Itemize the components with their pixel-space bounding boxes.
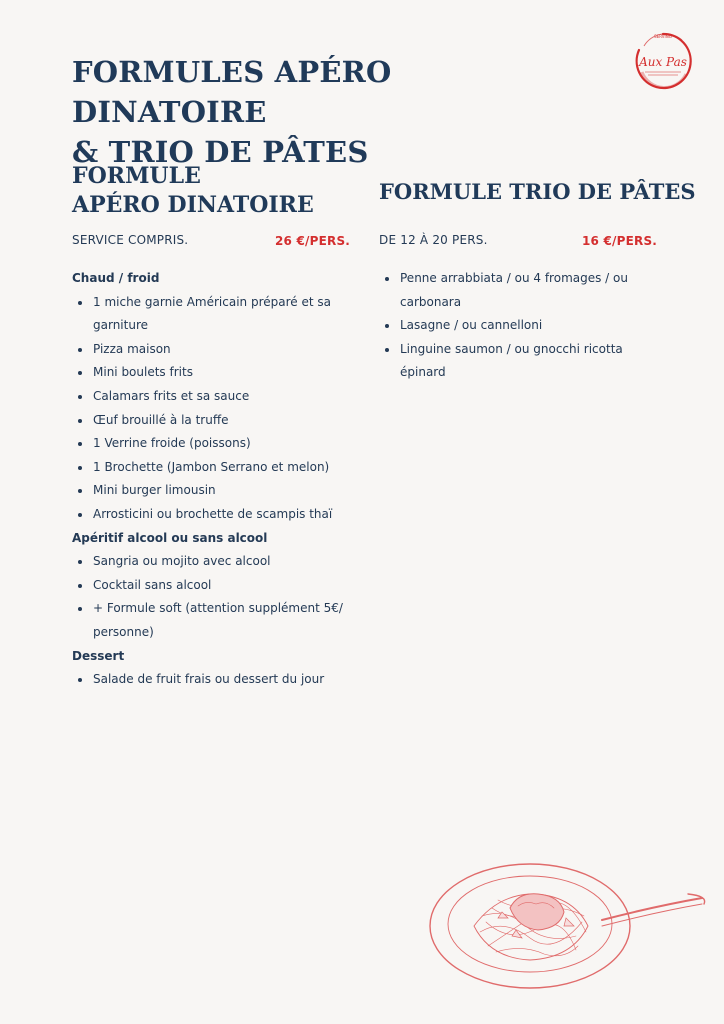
pasta-price: 16 €/PERS. <box>582 234 658 248</box>
section-heading-hot-cold: Chaud / froid <box>72 271 160 285</box>
list-item: • Lasagne / ou cannelloni <box>399 314 639 338</box>
list-item: • 1 miche garnie Américain préparé et sa garniture <box>92 291 344 338</box>
pasta-menu-list <box>379 267 639 385</box>
section-heading-dessert: Dessert <box>72 648 125 663</box>
pasta-subtitle: DE 12 À 20 PERS. <box>379 233 488 247</box>
list-item: • Calamars frits et sa sauce <box>92 385 344 409</box>
pasta-list <box>379 267 639 385</box>
list-item: • 1 Brochette (Jambon Serrano et melon) <box>92 456 344 480</box>
list-item: • Mini boulets frits <box>92 361 344 385</box>
aperitif-list <box>72 550 344 644</box>
apero-menu-list <box>72 267 344 692</box>
catering-logo-icon <box>630 28 696 94</box>
list-item: • Arrosticini ou brochette de scampis thaï <box>92 503 344 527</box>
apero-title-line-1: FORMULE <box>72 163 201 189</box>
page-title <box>72 52 592 172</box>
pasta-formula-title: FORMULE TRIO DE PÂTES <box>379 179 696 204</box>
list-item: • Salade de fruit frais ou dessert du jour <box>92 668 344 692</box>
apero-price: 26 €/PERS. <box>275 234 351 248</box>
list-item: • + Formule soft (attention supplément 5€/ personne) <box>92 597 344 644</box>
section-heading-aperitif: Apéritif alcool ou sans alcool <box>72 530 268 545</box>
list-item: • Mini burger limousin <box>92 479 344 503</box>
list-item: • Linguine saumon / ou gnocchi ricotta épinard <box>399 338 639 385</box>
list-item: • Cocktail sans alcool <box>92 574 344 598</box>
logo-main-text: Aux Pas <box>639 55 687 69</box>
logo-top-text: SERVING <box>654 34 672 39</box>
apero-title-line-2: APÉRO DINATOIRE <box>72 192 314 218</box>
list-item: • Pizza maison <box>92 338 344 362</box>
dessert-list <box>72 668 344 692</box>
list-item: • Penne arrabbiata / ou 4 fromages / ou carbonara <box>399 267 639 314</box>
spaghetti-plate-illustration-icon <box>426 856 712 996</box>
apero-formula-title <box>72 162 314 220</box>
list-item: • 1 Verrine froide (poissons) <box>92 432 344 456</box>
page-title-line-1: FORMULES APÉRO DINATOIRE <box>72 55 392 129</box>
apero-subtitle: SERVICE COMPRIS. <box>72 233 189 247</box>
list-item: • Sangria ou mojito avec alcool <box>92 550 344 574</box>
page-title-line-2: & TRIO DE PÂTES <box>72 135 369 169</box>
list-item: • Œuf brouillé à la truffe <box>92 409 344 433</box>
hot-cold-list <box>72 291 344 527</box>
